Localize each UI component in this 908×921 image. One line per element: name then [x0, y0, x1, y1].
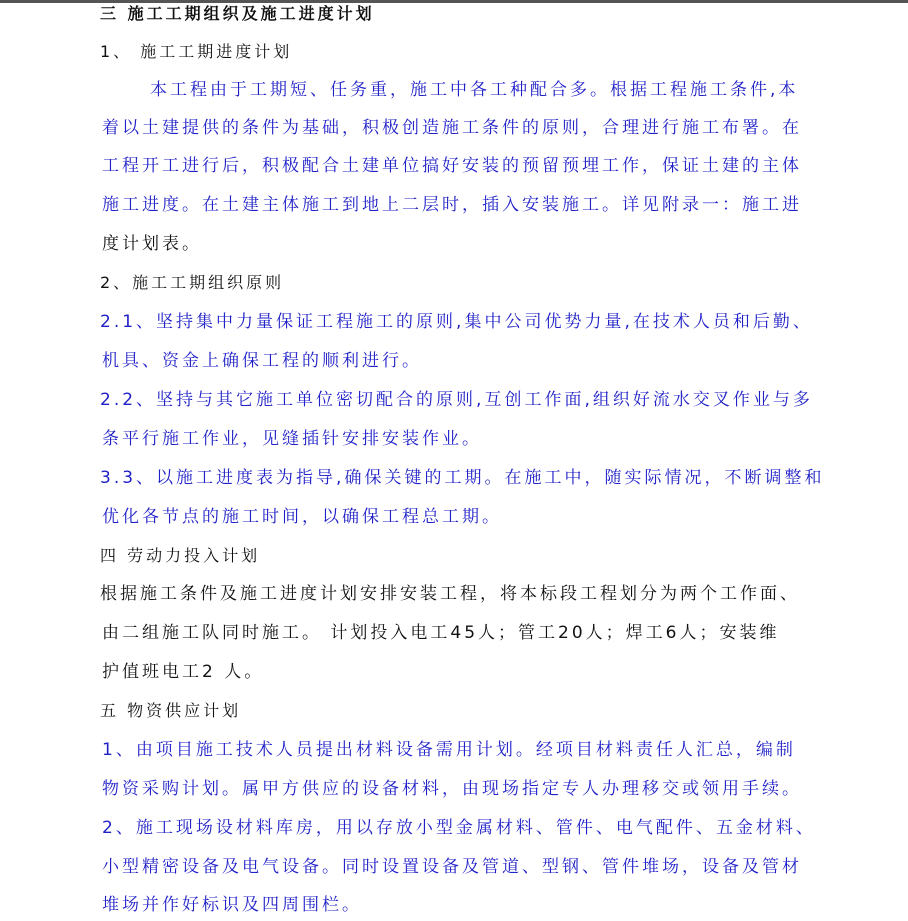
paragraph-line: 工程开工进行后，积极配合土建单位搞好安装的预留预埋工作，保证土建的主体	[102, 156, 802, 176]
paragraph-line: 1、由项目施工技术人员提出材料设备需用计划。经项目材料责任人汇总，编制	[102, 740, 796, 760]
subheading-3-1: 1、 施工工期进度计划	[100, 42, 293, 61]
paragraph-line: 度计划表。	[102, 234, 202, 254]
paragraph-line: 堆场并作好标识及四周围栏。	[102, 895, 362, 915]
paragraph-line: 小型精密设备及电气设备。同时设置设备及管道、型钢、管件堆场，设备及管材	[102, 857, 802, 877]
paragraph-line: 优化各节点的施工时间，以确保工程总工期。	[102, 507, 502, 527]
paragraph-line: 着以土建提供的条件为基础，积极创造施工条件的原则，合理进行施工布署。在	[102, 118, 802, 138]
paragraph-line: 3.3、以施工进度表为指导,确保关键的工期。在施工中，随实际情况，不断调整和	[100, 468, 825, 488]
paragraph-line: 由二组施工队同时施工。 计划投入电工45人；管工20人；焊工6人；安装维	[102, 623, 780, 643]
paragraph-line: 根据施工条件及施工进度计划安排安装工程，将本标段工程划分为两个工作面、	[100, 584, 800, 604]
paragraph-line: 本工程由于工期短、任务重，施工中各工种配合多。根据工程施工条件,本	[150, 80, 799, 100]
subheading-3-2: 2、施工工期组织原则	[100, 273, 285, 292]
paragraph-line: 施工进度。在土建主体施工到地上二层时，插入安装施工。详见附录一：施工进	[102, 195, 802, 215]
paragraph-line: 护值班电工2 人。	[102, 662, 265, 682]
paragraph-line: 条平行施工作业，见缝插针安排安装作业。	[102, 429, 482, 449]
paragraph-line: 物资采购计划。属甲方供应的设备材料，由现场指定专人办理移交或领用手续。	[102, 779, 802, 799]
paragraph-line: 2.2、坚持与其它施工单位密切配合的原则,互创工作面,组织好流水交叉作业与多	[100, 390, 813, 410]
paragraph-line: 2.1、坚持集中力量保证工程施工的原则,集中公司优势力量,在技术人员和后勤、	[100, 312, 813, 332]
section-heading-5: 五 物资供应计划	[100, 701, 242, 720]
section-heading-3: 三 施工工期组织及施工进度计划	[100, 4, 375, 23]
paragraph-line: 机具、资金上确保工程的顺利进行。	[102, 351, 422, 371]
section-heading-4: 四 劳动力投入计划	[100, 546, 261, 565]
paragraph-line: 2、施工现场设材料库房，用以存放小型金属材料、管件、电气配件、五金材料、	[102, 818, 816, 838]
